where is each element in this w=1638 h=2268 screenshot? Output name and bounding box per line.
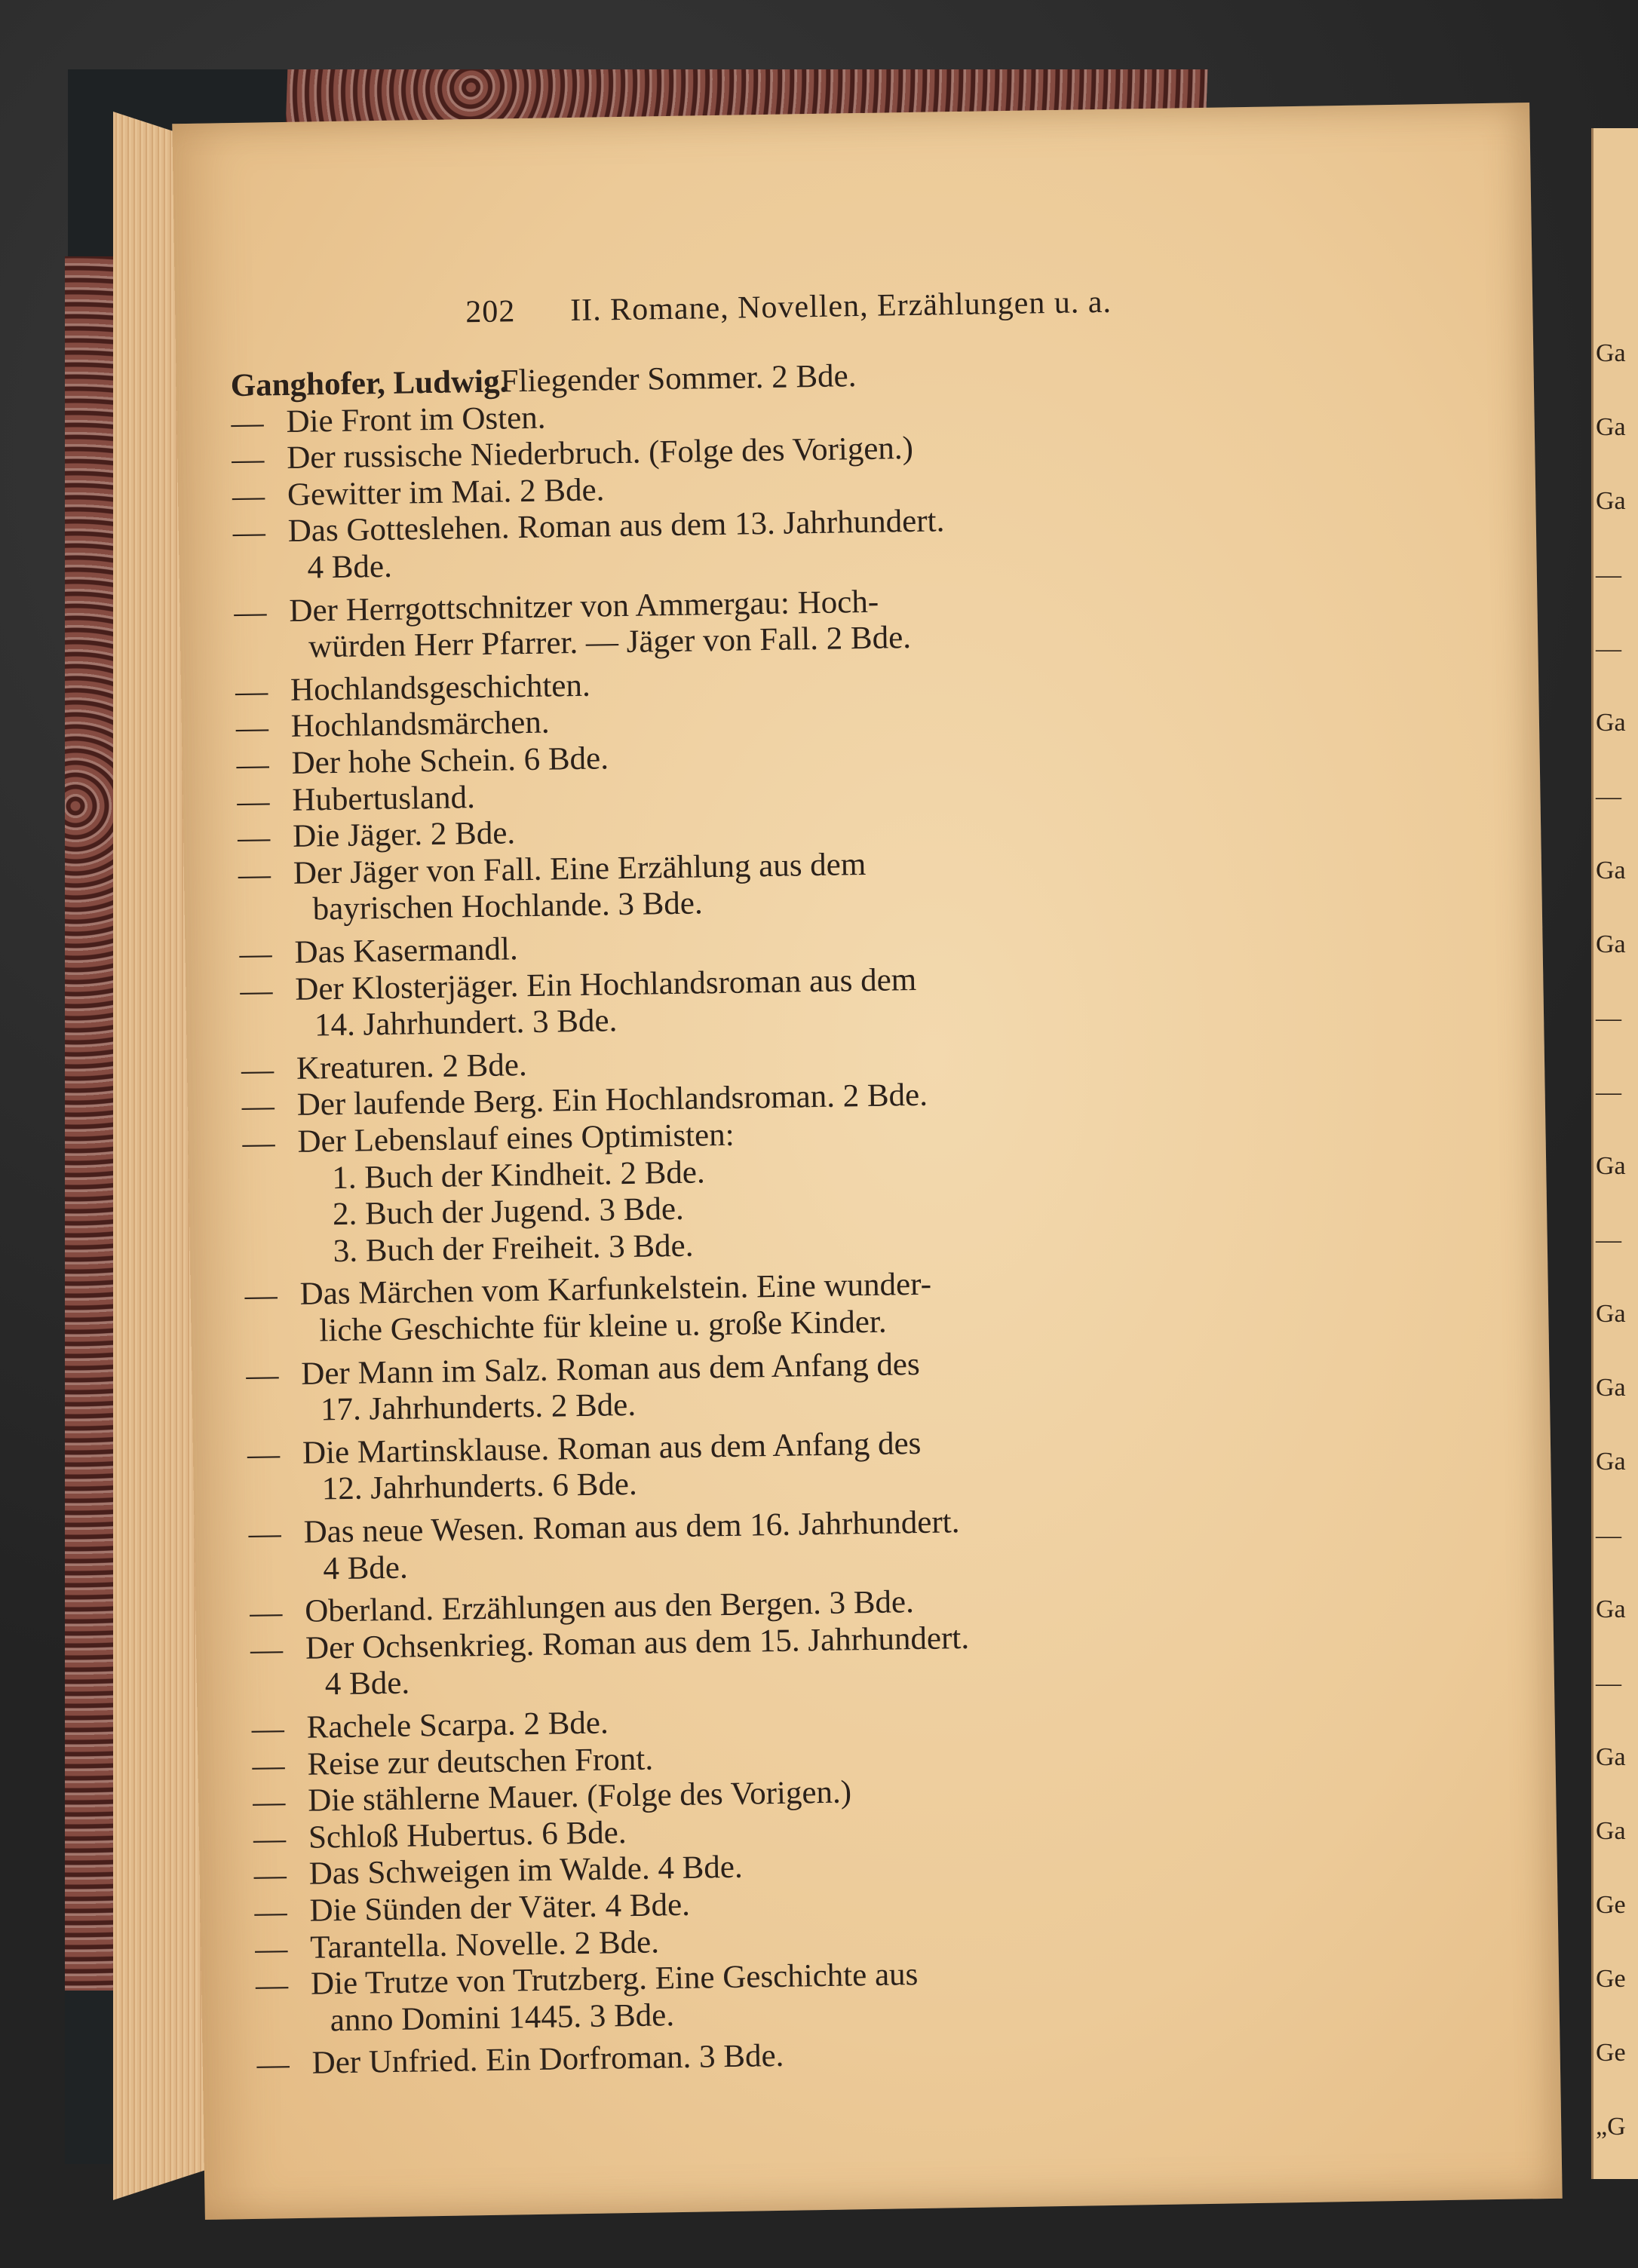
entry-continuation: 17. Jahrhunderts. 2 Bde. bbox=[320, 1387, 636, 1428]
section-title: II. Romane, Novellen, Erzählungen u. a. bbox=[569, 284, 1112, 329]
adjacent-page-fragment: — bbox=[1596, 1226, 1621, 1254]
entry-dash: — bbox=[241, 1052, 275, 1088]
entry-dash: — bbox=[251, 1711, 285, 1747]
adjacent-page-fragment: Ga bbox=[1596, 1374, 1626, 1402]
entry-continuation: 1. Buch der Kindheit. 2 Bde. bbox=[331, 1154, 705, 1196]
entry-dash: — bbox=[231, 441, 265, 478]
entry-continuation: anno Domini 1445. 3 Bde. bbox=[330, 1997, 675, 2039]
entry-continuation: 4 Bde. bbox=[307, 548, 393, 586]
entry-dash: — bbox=[253, 1857, 287, 1894]
entry-title: Kreaturen. 2 Bde. bbox=[296, 1047, 527, 1086]
entry-title: Der Klosterjäger. Ein Hochlandsroman aus dem bbox=[294, 961, 917, 1007]
marbled-cover-left bbox=[65, 256, 118, 2089]
adjacent-page-fragment: Ge bbox=[1596, 2039, 1626, 2067]
entry-title: Die Sünden der Väter. 4 Bde. bbox=[309, 1886, 691, 1929]
entry-title: Hochlandsgeschichten. bbox=[290, 667, 591, 708]
entry-title: Die stählerne Mauer. (Folge des Vorigen.) bbox=[307, 1774, 852, 1819]
adjacent-page-fragment: Ga bbox=[1596, 1817, 1626, 1845]
adjacent-page-fragment: Ga bbox=[1596, 1448, 1626, 1476]
entry-continuation: 4 Bde. bbox=[324, 1666, 410, 1703]
entry-title: Die Trutze von Trutzberg. Eine Geschichte aus bbox=[310, 1957, 919, 2002]
entry-title: Hochlandsmärchen. bbox=[290, 704, 550, 745]
entry-dash: — bbox=[254, 1894, 287, 1930]
page-text bbox=[172, 103, 1562, 2220]
page-number: 202 bbox=[465, 294, 516, 330]
entry-continuation: 2. Buch der Jugend. 3 Bde. bbox=[332, 1191, 685, 1233]
adjacent-page-fragment: Ga bbox=[1596, 487, 1626, 515]
entry-title: Reise zur deutschen Front. bbox=[307, 1741, 654, 1782]
adjacent-page-fragment: Ga bbox=[1596, 1300, 1626, 1328]
entry-dash: — bbox=[244, 1277, 278, 1314]
entry-dash: — bbox=[239, 972, 273, 1009]
entry-title: Das Märchen vom Karfunkelstein. Eine wunder- bbox=[299, 1267, 932, 1313]
entry-title: Das Schweigen im Walde. 4 Bde. bbox=[308, 1850, 743, 1893]
entry-title: Tarantella. Novelle. 2 Bde. bbox=[309, 1924, 660, 1966]
entry-title: Die Jäger. 2 Bde. bbox=[292, 815, 516, 855]
entry-dash: — bbox=[235, 710, 269, 746]
entry-dash: — bbox=[236, 746, 270, 783]
book-page bbox=[172, 103, 1562, 2220]
entry-continuation: 4 Bde. bbox=[323, 1549, 409, 1586]
adjacent-page-fragment: „G bbox=[1596, 2113, 1626, 2141]
entry-title: Der Herrgottschnitzer von Ammergau: Hoch- bbox=[289, 584, 879, 629]
entry-title: Der hohe Schein. 6 Bde. bbox=[291, 740, 609, 781]
entry-title: Der Unfried. Ein Dorfroman. 3 Bde. bbox=[311, 2038, 784, 2082]
entry-continuation: bayrischen Hochlande. 3 Bde. bbox=[312, 885, 704, 927]
entry-dash: — bbox=[237, 783, 270, 820]
entry-title: Der Lebenslauf eines Optimisten: bbox=[297, 1117, 735, 1160]
entry-dash: — bbox=[252, 1747, 285, 1784]
adjacent-page-fragment: Ga bbox=[1596, 930, 1626, 958]
entry-dash: — bbox=[252, 1784, 286, 1821]
adjacent-page-fragment: Ga bbox=[1596, 1152, 1626, 1180]
entry-dash: — bbox=[234, 594, 267, 630]
entry-dash: — bbox=[235, 673, 268, 710]
entry-dash: — bbox=[256, 2046, 290, 2083]
entry-title: Der Ochsenkrieg. Roman aus dem 15. Jahrhundert. bbox=[305, 1620, 970, 1666]
entry-continuation: würden Herr Pfarrer. — Jäger von Fall. 2 Bde. bbox=[308, 620, 912, 665]
adjacent-page-fragment: Ga bbox=[1596, 709, 1626, 737]
entry-continuation: 3. Buch der Freiheit. 3 Bde. bbox=[333, 1227, 694, 1269]
entry-title: Gewitter im Mai. 2 Bde. bbox=[287, 472, 605, 513]
page-header bbox=[465, 284, 1112, 330]
entry-continuation: 12. Jahrhunderts. 6 Bde. bbox=[321, 1467, 638, 1507]
adjacent-page-fragment: Ga bbox=[1596, 1743, 1626, 1771]
entry-dash: — bbox=[232, 514, 266, 551]
entry-title: Das Kasermandl. bbox=[294, 931, 519, 970]
entry-dash: — bbox=[249, 1595, 283, 1632]
entry-dash: — bbox=[241, 1088, 275, 1125]
adjacent-page-fragment: Ga bbox=[1596, 413, 1626, 441]
entry-title: Das Gotteslehen. Roman aus dem 13. Jahrhundert. bbox=[287, 503, 945, 550]
adjacent-page-fragment: Ga bbox=[1596, 1595, 1626, 1623]
entry-dash: — bbox=[239, 936, 272, 973]
entry-dash: — bbox=[255, 1967, 289, 2004]
entry-title: Rachele Scarpa. 2 Bde. bbox=[306, 1705, 609, 1745]
adjacent-page-fragment: Ga bbox=[1596, 339, 1626, 367]
entry-title: Der Jäger von Fall. Eine Erzählung aus dem bbox=[293, 846, 867, 891]
entry-dash: — bbox=[248, 1516, 282, 1552]
entry-dash: — bbox=[242, 1125, 275, 1162]
adjacent-page-fragment: — bbox=[1596, 1669, 1621, 1697]
adjacent-page-fragment: Ge bbox=[1596, 1965, 1626, 1993]
entry-dash: — bbox=[254, 1930, 288, 1967]
adjacent-page-fragment: Ge bbox=[1596, 1891, 1626, 1919]
adjacent-page-fragment: — bbox=[1596, 561, 1621, 589]
entry-title: Fliegender Sommer. 2 Bde. bbox=[500, 358, 857, 400]
entry-dash: — bbox=[237, 820, 271, 857]
adjacent-page-fragment: — bbox=[1596, 1004, 1621, 1032]
entry-title: Das neue Wesen. Roman aus dem 16. Jahrhundert. bbox=[303, 1504, 960, 1550]
entry-title: Die Martinsklause. Roman aus dem Anfang des bbox=[302, 1425, 922, 1471]
entry-title: Der Mann im Salz. Roman aus dem Anfang des bbox=[300, 1346, 921, 1392]
entry-title: Oberland. Erzählungen aus den Bergen. 3 Bde. bbox=[304, 1584, 915, 1629]
adjacent-page-fragment: — bbox=[1596, 1078, 1621, 1106]
entry-dash: — bbox=[250, 1632, 284, 1668]
adjacent-page-fragment: — bbox=[1596, 1522, 1621, 1549]
entry-dash: — bbox=[231, 405, 264, 441]
entry-dash: — bbox=[247, 1436, 281, 1473]
entry-dash: — bbox=[232, 478, 265, 514]
entry-title: Der russische Niederbruch. (Folge des Vorigen.) bbox=[286, 431, 914, 477]
adjacent-page-fragment: Ga bbox=[1596, 857, 1626, 884]
entry-title: Die Front im Osten. bbox=[286, 400, 546, 440]
entry-title: Hubertusland. bbox=[292, 779, 476, 818]
entry-dash: — bbox=[253, 1821, 287, 1857]
entry-continuation: 14. Jahrhundert. 3 Bde. bbox=[314, 1003, 618, 1044]
entry-title: Schloß Hubertus. 6 Bde. bbox=[308, 1814, 627, 1856]
author-name: Ganghofer, Ludwig. bbox=[230, 363, 508, 404]
adjacent-page-fragment: — bbox=[1596, 635, 1621, 663]
entry-dash: — bbox=[238, 857, 271, 893]
entry-title: Der laufende Berg. Ein Hochlandsroman. 2 Bde. bbox=[296, 1077, 928, 1123]
adjacent-page-fragment: — bbox=[1596, 783, 1621, 811]
entry-continuation: liche Geschichte für kleine u. große Kinder. bbox=[319, 1304, 887, 1349]
entry-dash: — bbox=[245, 1356, 279, 1393]
